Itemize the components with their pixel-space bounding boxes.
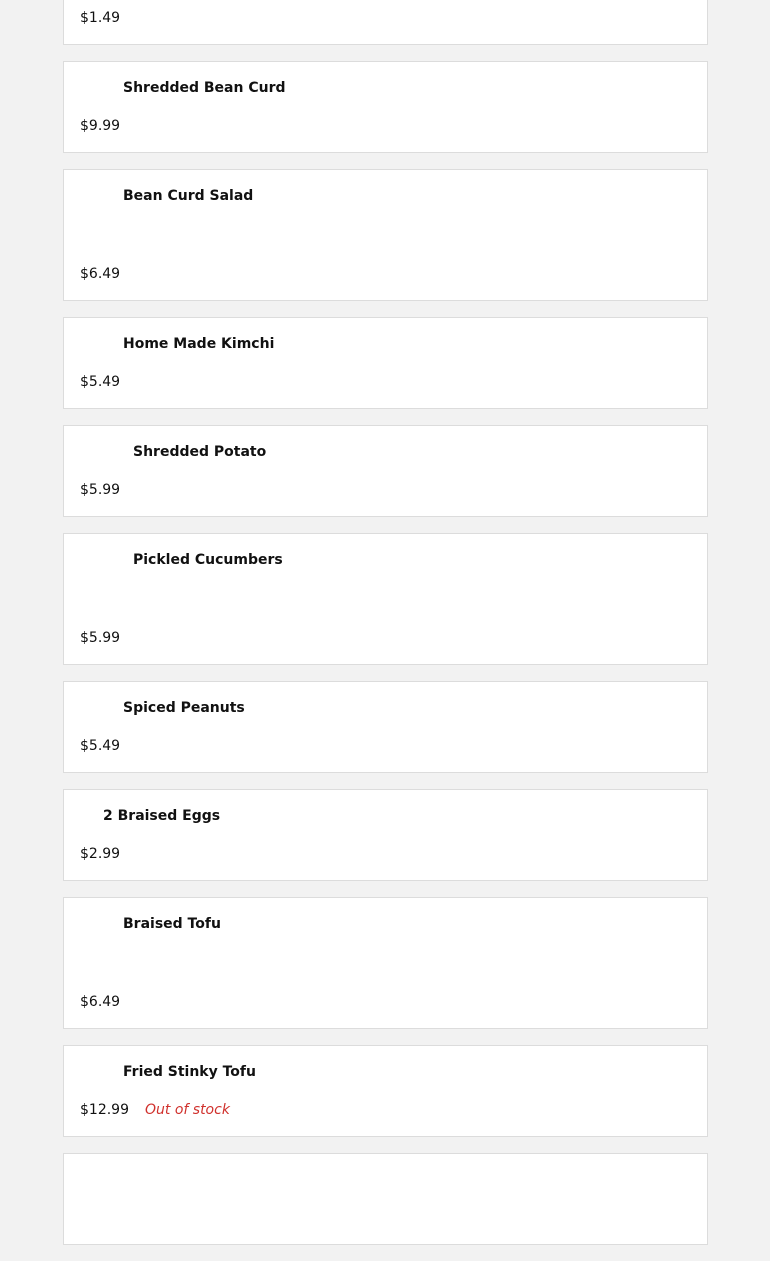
menu-item-name: Fried Stinky Tofu <box>123 1064 256 1080</box>
menu-item-price-row <box>80 994 120 1010</box>
menu-item-price: $2.99 <box>80 846 121 862</box>
menu-item-card[interactable] <box>63 897 708 1029</box>
menu-item-card[interactable] <box>63 169 708 301</box>
menu-item-name: Home Made Kimchi <box>123 336 275 352</box>
menu-item-price-row <box>80 266 120 282</box>
menu-item-name: Spiced Peanuts <box>123 700 245 716</box>
menu-item-name: Braised Tofu <box>123 916 221 932</box>
menu-item-card[interactable] <box>63 317 708 409</box>
menu-item-name: 2 Braised Eggs <box>103 808 221 824</box>
menu-item-price: $1.49 <box>80 10 121 26</box>
menu-item-price-row <box>80 118 120 134</box>
menu-item-card[interactable] <box>63 1045 708 1137</box>
menu-item-card[interactable] <box>63 789 708 881</box>
menu-item-card[interactable] <box>63 61 708 153</box>
menu-item-price-row <box>80 738 120 754</box>
menu-item-price: $5.49 <box>80 374 121 390</box>
menu-item-list <box>63 0 708 1261</box>
menu-item-price: $5.99 <box>80 630 121 646</box>
menu-item-price-row <box>80 846 120 862</box>
menu-item-price: $6.49 <box>80 266 121 282</box>
menu-item-price: $12.99 <box>80 1102 129 1118</box>
menu-item-name: Shredded Bean Curd <box>123 80 286 96</box>
menu-item-card[interactable] <box>63 1153 708 1245</box>
menu-item-name: Shredded Potato <box>133 444 267 460</box>
menu-item-card[interactable] <box>63 681 708 773</box>
menu-item-price: $9.99 <box>80 118 121 134</box>
out-of-stock-badge: Out of stock <box>145 1102 230 1118</box>
menu-item-price-row <box>80 374 120 390</box>
menu-item-name: Pickled Cucumbers <box>133 552 283 568</box>
menu-item-price: $5.49 <box>80 738 121 754</box>
menu-item-card[interactable] <box>63 425 708 517</box>
menu-item-price: $5.99 <box>80 482 121 498</box>
menu-item-price-row <box>80 482 120 498</box>
menu-item-price-row <box>80 630 120 646</box>
menu-item-card[interactable] <box>63 0 708 45</box>
menu-item-card[interactable] <box>63 533 708 665</box>
menu-item-price: $6.49 <box>80 994 121 1010</box>
menu-item-price-row <box>80 1102 230 1118</box>
menu-item-name: Bean Curd Salad <box>123 188 254 204</box>
menu-item-price-row <box>80 10 120 26</box>
